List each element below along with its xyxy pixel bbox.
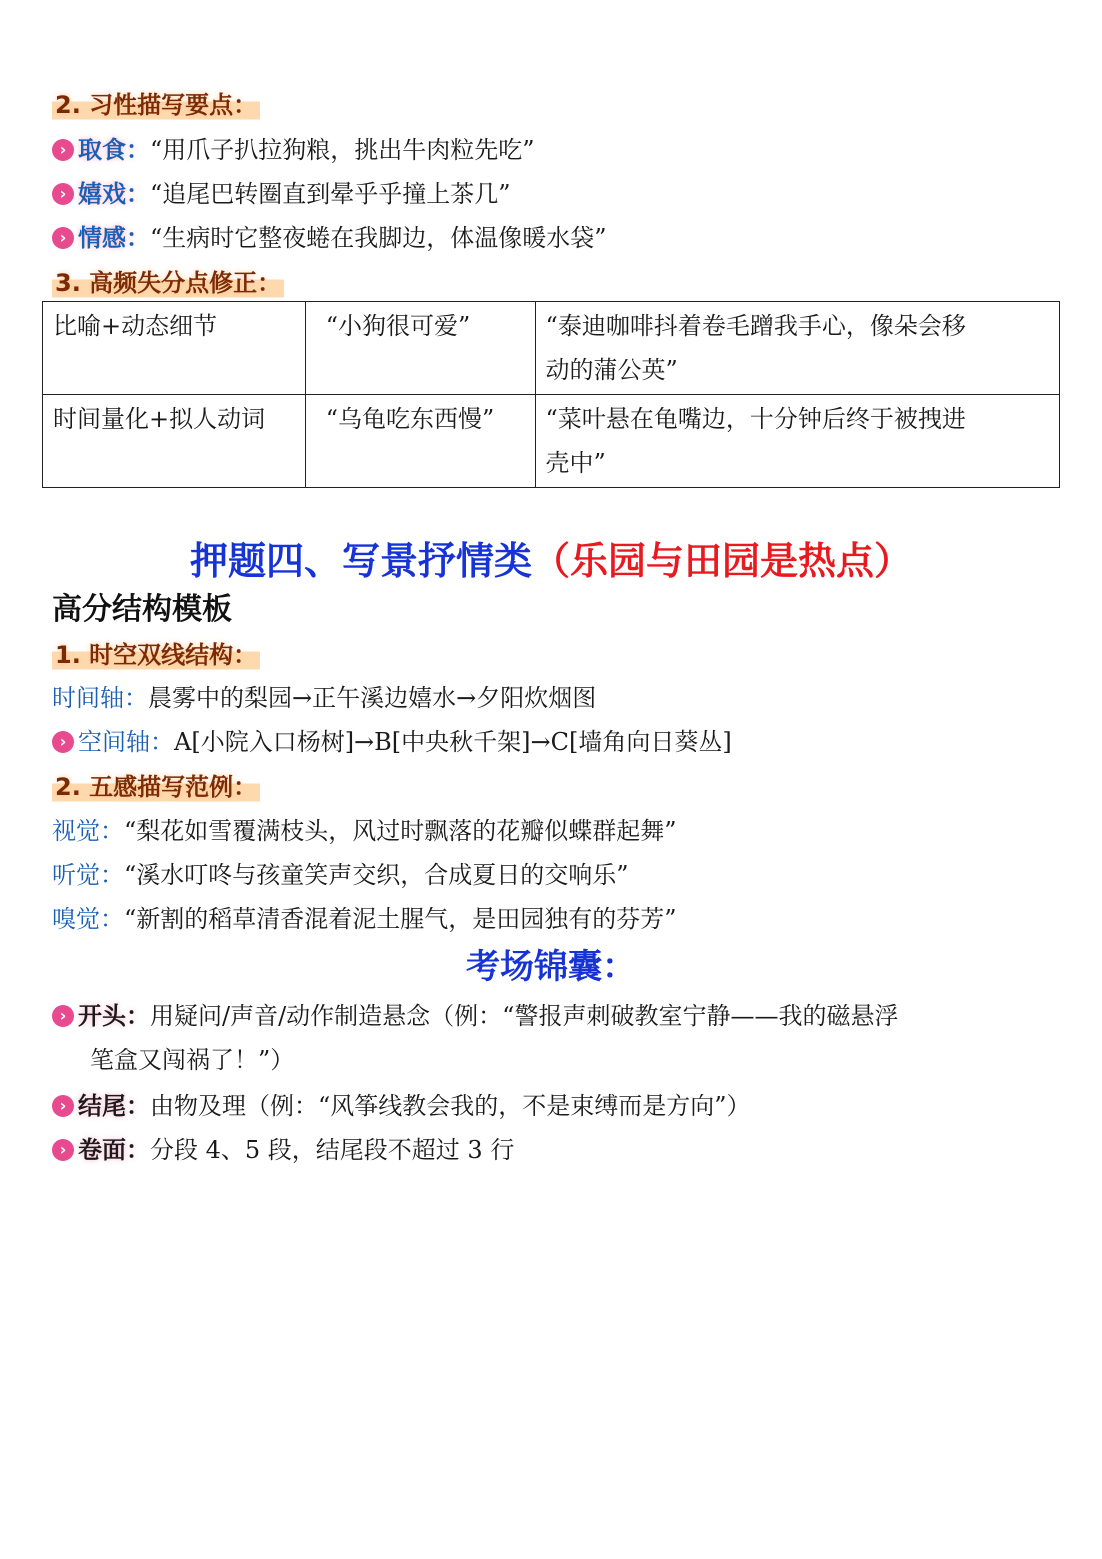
item-text: “梨花如雪覆满枝头，风过时飘落的花瓣似蝶群起舞” (124, 817, 677, 845)
table-row (43, 395, 1060, 488)
tip-item-ending (52, 1084, 1062, 1128)
chevron-right-icon: › (52, 227, 74, 249)
habit-item-feeding (52, 132, 535, 168)
habit-item-playing (52, 176, 511, 212)
tips-title: 考场锦囊： (466, 947, 636, 987)
item-text: 晨雾中的梨园→正午溪边嬉水→夕阳炊烟图 (148, 684, 597, 712)
tip-item-layout (52, 1128, 1062, 1172)
table-cell-line: 动的蒲公英” (545, 356, 678, 384)
habit-item-emotion (52, 220, 607, 256)
sense-item-hearing (52, 857, 629, 893)
item-text: “生病时它整夜蜷在我脚边，体温像暖水袋” (150, 224, 607, 252)
section-title-highlight: （乐园与田园是热点） (532, 539, 913, 583)
item-text: 分段 4、5 段，结尾段不超过 3 行 (150, 1136, 515, 1164)
table-cell-line: “泰迪咖啡抖着卷毛蹭我手心，像朵会移 (545, 312, 966, 340)
sense-item-sight (52, 813, 677, 849)
chevron-right-icon: › (52, 731, 74, 753)
item-text: “用爪子扒拉狗粮，挑出牛肉粒先吃” (150, 136, 535, 164)
table-row (43, 302, 1060, 395)
space-axis-row (52, 724, 732, 760)
item-label: 结尾： (78, 1092, 150, 1120)
item-label: 情感： (78, 224, 150, 252)
item-text: “新割的稻草清香混着泥土腥气，是田园独有的芬芳” (124, 905, 677, 933)
item-label: 卷面： (78, 1136, 150, 1164)
table-cell-wrong: “乌龟吃东西慢” (305, 395, 535, 488)
table-cell-line: 壳中” (545, 449, 606, 477)
corrections-table (42, 301, 1060, 488)
section-title (0, 536, 1102, 586)
item-label: 取食： (78, 136, 150, 164)
section-heading-structure: 1. 时空双线结构： (52, 638, 260, 672)
item-label: 空间轴： (78, 728, 174, 756)
template-heading: 高分结构模板 (52, 592, 232, 627)
table-cell-right (535, 302, 1059, 395)
item-label: 时间轴： (52, 684, 148, 712)
item-text: “追尾巴转圈直到晕乎乎撞上茶几” (150, 180, 511, 208)
section-heading-corrections: 3. 高频失分点修正： (52, 266, 284, 300)
table-cell-technique: 比喻+动态细节 (43, 302, 306, 395)
chevron-right-icon: › (52, 139, 74, 161)
table-cell-wrong: “小狗很可爱” (305, 302, 535, 395)
item-text: 由物及理（例：“风筝线教会我的，不是束缚而是方向”） (150, 1092, 751, 1120)
chevron-right-icon: › (52, 183, 74, 205)
section-title-main: 押题四、写景抒情类 (189, 539, 532, 583)
item-label: 视觉： (52, 817, 124, 845)
table-cell-right (535, 395, 1059, 488)
chevron-right-icon: › (52, 1095, 74, 1117)
item-label: 嬉戏： (78, 180, 150, 208)
item-label: 嗅觉： (52, 905, 124, 933)
sense-item-smell (52, 901, 677, 937)
item-text-continued: 笔盒又闯祸了！”） (90, 1046, 295, 1074)
item-label: 听觉： (52, 861, 124, 889)
tip-item-opening (52, 994, 1062, 1082)
item-text: 用疑问/声音/动作制造悬念（例：“警报声刺破教室宁静——我的磁悬浮 (150, 1002, 899, 1030)
section-heading-habits: 2. 习性描写要点： (52, 88, 260, 122)
chevron-right-icon: › (52, 1139, 74, 1161)
item-label: 开头： (78, 1002, 150, 1030)
item-text: “溪水叮咚与孩童笑声交织，合成夏日的交响乐” (124, 861, 629, 889)
time-axis-row (52, 680, 596, 716)
section-heading-senses: 2. 五感描写范例： (52, 770, 260, 804)
chevron-right-icon: › (52, 1005, 74, 1027)
table-cell-technique: 时间量化+拟人动词 (43, 395, 306, 488)
table-cell-line: “菜叶悬在龟嘴边，十分钟后终于被拽进 (545, 405, 966, 433)
item-text: A[小院入口杨树]→B[中央秋千架]→C[墙角向日葵丛] (174, 728, 732, 756)
